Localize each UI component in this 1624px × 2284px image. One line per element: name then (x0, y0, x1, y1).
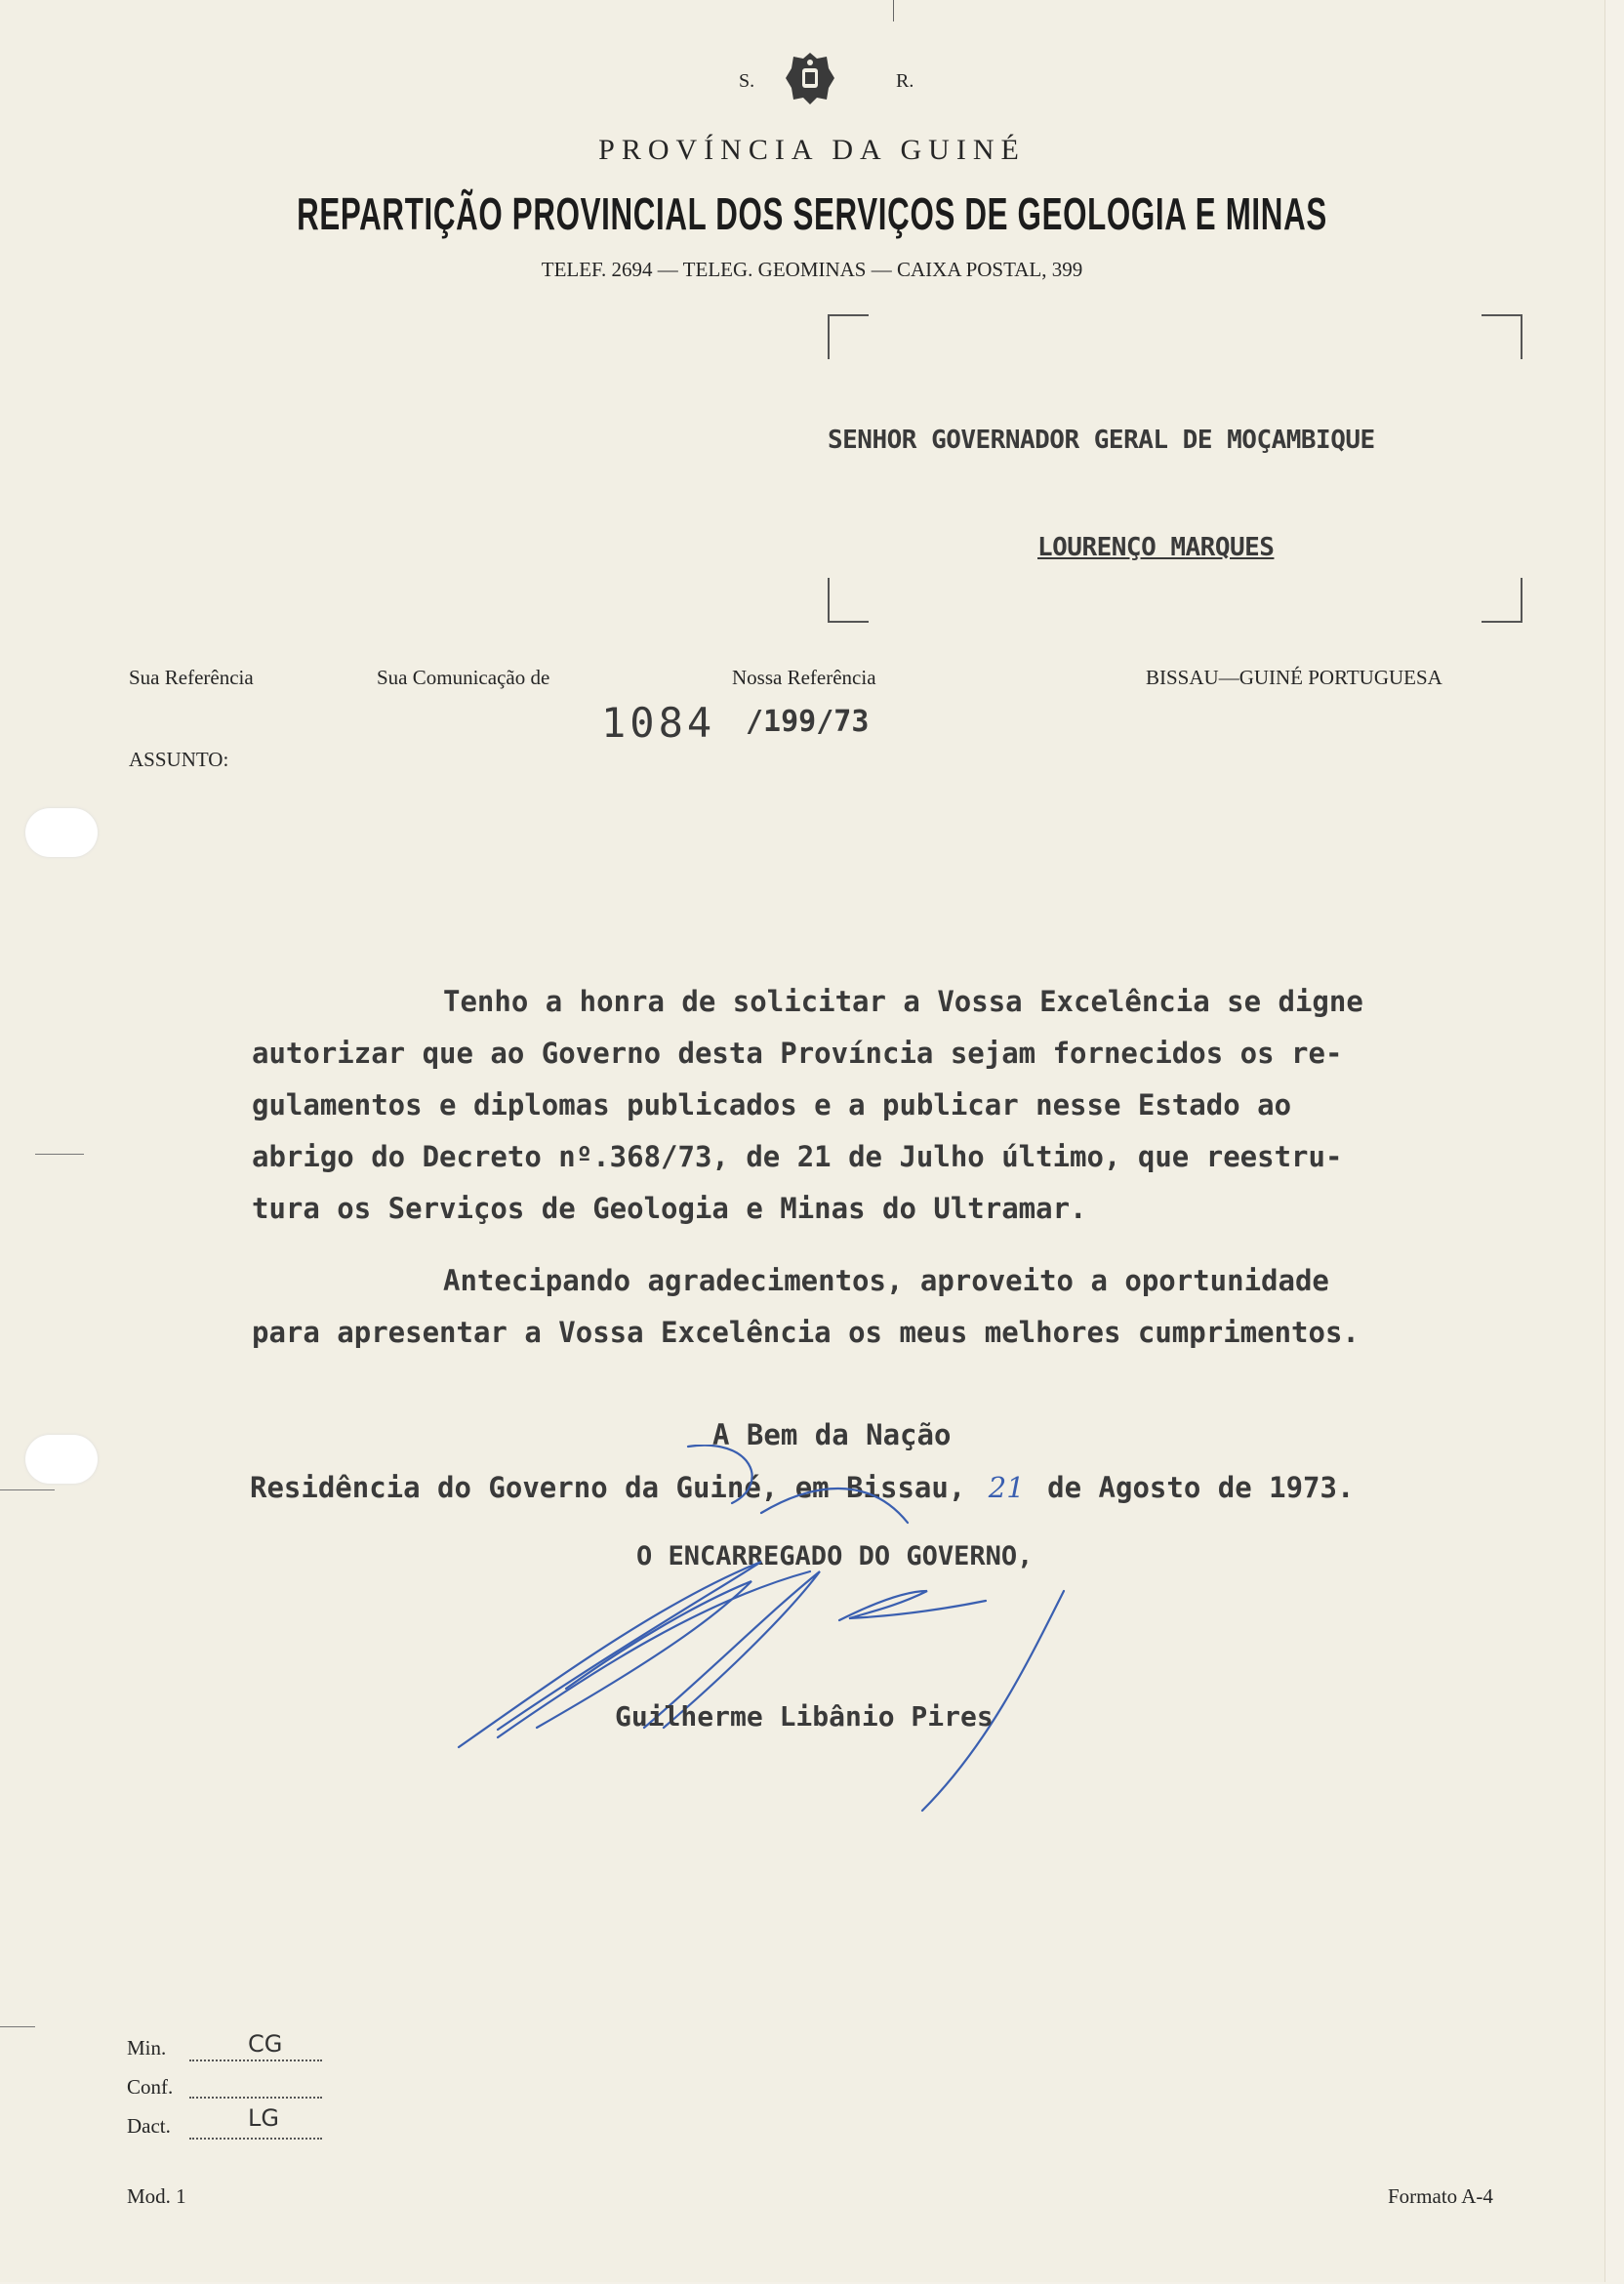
top-fold-mark (893, 0, 894, 21)
province-heading: PROVÍNCIA DA GUINÉ (598, 134, 1026, 166)
residence-suffix: de Agosto de 1973. (1047, 1471, 1355, 1504)
min-dotted-line (189, 2060, 322, 2061)
nossa-referencia-label: Nossa Referência (732, 666, 876, 689)
coat-of-arms-icon (784, 49, 836, 107)
model-label: Mod. 1 (127, 2184, 186, 2208)
address-bracket-top-left (828, 314, 869, 359)
dact-label: Dact. (127, 2114, 171, 2138)
addressee-title: SENHOR GOVERNADOR GERAL DE MOÇAMBIQUE (828, 426, 1375, 455)
margin-fold-mark (0, 1489, 55, 1490)
conf-dotted-line (189, 2097, 322, 2099)
department-heading: REPARTIÇÃO PROVINCIAL DOS SERVIÇOS DE GEOLOGIA E MINAS (297, 188, 1327, 239)
dact-initials: LG (248, 2104, 279, 2132)
handwritten-signature (439, 1445, 1122, 1815)
signatory-name: Guilherme Libânio Pires (615, 1700, 994, 1733)
residence-prefix: Residência do Governo da Guiné, em Bissau, (250, 1471, 966, 1504)
contact-line: TELEF. 2694 — TELEG. GEOMINAS — CAIXA POSTAL, 399 (541, 258, 1083, 281)
body-line: tura os Serviços de Geologia e Minas do Ultramar. (252, 1192, 1087, 1225)
conf-label: Conf. (127, 2075, 174, 2099)
body-paragraph (252, 976, 1363, 1235)
sua-comunicacao-label: Sua Comunicação de (377, 666, 550, 689)
assunto-label: ASSUNTO: (129, 748, 229, 771)
dact-dotted-line (189, 2138, 322, 2140)
punch-hole-bottom (25, 1435, 98, 1484)
margin-fold-mark (35, 1154, 84, 1155)
address-bracket-bottom-left (828, 578, 869, 623)
closing-motto: A Bem da Nação (712, 1418, 952, 1451)
seal-left-letter: S. (739, 70, 755, 92)
format-label: Formato A-4 (1388, 2184, 1493, 2208)
punch-hole-top (25, 808, 98, 857)
closing-role: O ENCARREGADO DO GOVERNO, (636, 1541, 1034, 1571)
body-line: para apresentar a Vossa Excelência os meus melhores cumprimentos. (252, 1316, 1360, 1349)
reference-number: 1084 (601, 699, 716, 747)
seal-right-letter: R. (896, 70, 914, 92)
address-bracket-bottom-right (1482, 578, 1522, 623)
body-line: gulamentos e diplomas publicados e a publicar nesse Estado ao (252, 1088, 1292, 1122)
margin-fold-mark (0, 2026, 35, 2027)
body-line: abrigo do Decreto nº.368/73, de 21 de Julho último, que reestru- (252, 1140, 1343, 1173)
body-line: Tenho a honra de solicitar a Vossa Excelência se digne (443, 985, 1363, 1018)
address-bracket-top-right (1482, 314, 1522, 359)
min-label: Min. (127, 2036, 167, 2060)
place-label: BISSAU—GUINÉ PORTUGUESA (1146, 666, 1442, 689)
sua-referencia-label: Sua Referência (129, 666, 254, 689)
body-line: Antecipando agradecimentos, aproveito a oportunidade (443, 1264, 1329, 1297)
body-paragraph (252, 1255, 1360, 1359)
body-line: autorizar que ao Governo desta Província sejam fornecidos os re- (252, 1037, 1343, 1070)
reference-suffix: /199/73 (746, 705, 870, 739)
handwritten-day: 21 (988, 1471, 1025, 1504)
addressee-city: LOURENÇO MARQUES (1037, 533, 1275, 562)
min-initials: CG (248, 2030, 283, 2058)
